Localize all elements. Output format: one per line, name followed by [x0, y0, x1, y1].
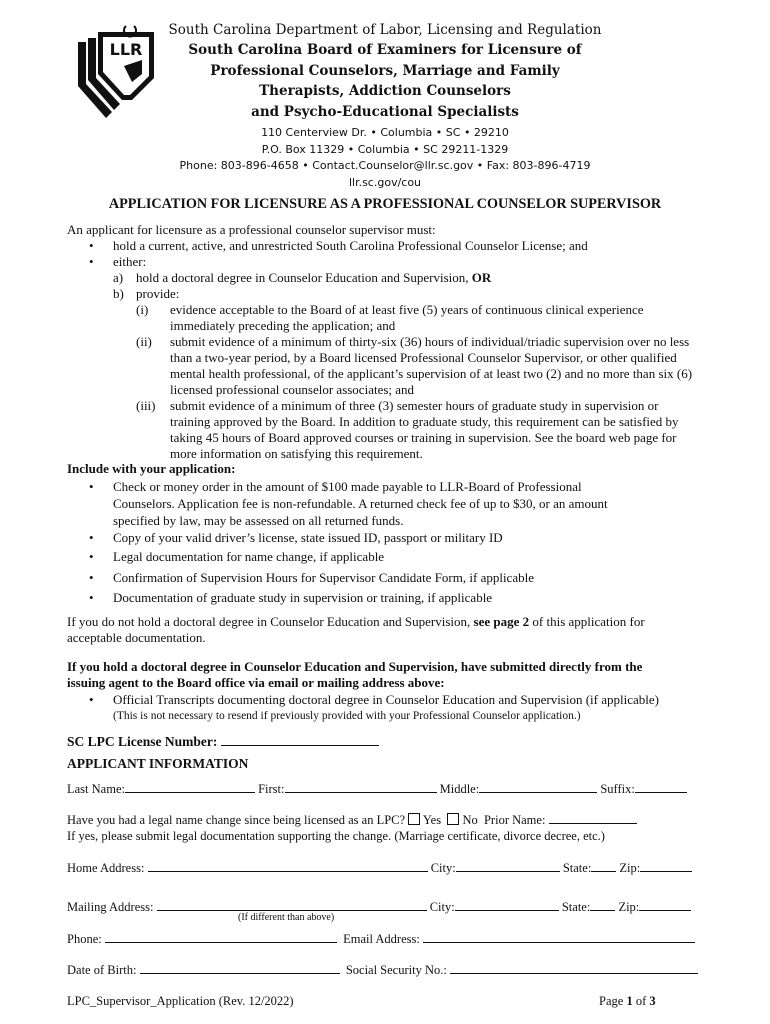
include-fee-line: specified by law, may be assessed on all returned funds. — [113, 513, 404, 528]
middle-name-label: Middle: — [439, 782, 480, 796]
license-number-field — [67, 733, 379, 750]
mailing-address-input[interactable] — [157, 898, 427, 911]
include-item-supervision-hours: • Confirmation of Supervision Hours for Supervisor Candidate Form, if applicable — [113, 570, 534, 586]
include-item-id: • Copy of your valid driver’s license, state issued ID, passport or military ID — [113, 530, 503, 546]
item-ii-line: mental health professional, of the applicant’s supervision of at least two (2) and no more than six (6) — [170, 366, 693, 381]
name-change-yes-checkbox[interactable] — [408, 813, 420, 825]
option-a-or: OR — [471, 270, 492, 285]
license-number-input[interactable] — [221, 733, 379, 746]
of-word: of — [635, 994, 647, 1008]
name-change-note: If yes, please submit legal documentation supporting the change. (Marriage certificate, divorce decree, etc.) — [67, 829, 605, 843]
item-i-line: immediately preceding the application; and — [170, 318, 396, 333]
name-change-no-checkbox[interactable] — [447, 813, 459, 825]
mailing-state-label: State: — [561, 900, 591, 914]
doctoral-heading-line-2: issuing agent to the Board office via email or mailing address above: — [67, 675, 445, 690]
home-zip-label: Zip: — [619, 861, 641, 875]
include-fee-line: • Check or money order in the amount of $100 made payable to LLR-Board of Professional — [113, 479, 582, 494]
option-b-label: b) — [113, 286, 124, 301]
name-row — [67, 780, 687, 797]
item-i-label: (i) — [136, 302, 149, 317]
home-state-label: State: — [562, 861, 592, 875]
prior-name-label: Prior Name: — [483, 813, 546, 827]
no-label: No — [462, 813, 478, 827]
home-address-row — [67, 859, 692, 876]
mailing-state-input[interactable] — [590, 898, 615, 911]
page-number — [599, 993, 656, 1009]
note-pre: If you do not hold a doctoral degree in Counselor Education and Supervision, — [67, 614, 471, 629]
phone-input[interactable] — [105, 930, 337, 943]
middle-name-input[interactable] — [479, 780, 597, 793]
dob-label: Date of Birth: — [67, 963, 137, 977]
item-ii-label: (ii) — [136, 334, 152, 349]
item-iii-line: taking 45 hours of Board approved courses or training in supervision. See the board web page for — [170, 430, 677, 445]
option-a-label: a) — [113, 270, 124, 285]
website[interactable]: llr.sc.gov/cou — [348, 175, 422, 189]
include-item-graduate-study: • Documentation of graduate study in supervision or training, if applicable — [113, 590, 492, 606]
home-city-input[interactable] — [456, 859, 560, 872]
email-input[interactable] — [423, 930, 695, 943]
item-iii-line: training approved by the Board. In addition to graduate study, this requirement can be satisfied by — [170, 414, 679, 429]
include-item-name-change: • Legal documentation for name change, if applicable — [113, 549, 384, 565]
item-ii-line: licensed professional counselor associates; and — [170, 382, 415, 397]
note-see-page-2: see page 2 — [473, 614, 530, 629]
page-word: Page — [599, 994, 624, 1008]
dob-ssn-row — [67, 961, 698, 978]
mailing-address-row — [67, 898, 691, 915]
include-fee-line: Counselors. Application fee is non-refundable. A returned check fee of up to $30, or an amount — [113, 496, 608, 511]
email-label: Email Address: — [343, 932, 420, 946]
page2-note — [67, 614, 645, 646]
first-name-label: First: — [258, 782, 285, 796]
contact-info: Phone: 803-896-4658 • Contact.Counselor@llr.sc.gov • Fax: 803-896-4719 — [179, 159, 591, 172]
page2-note-line-1 — [67, 614, 645, 630]
item-ii-text — [170, 334, 692, 398]
po-box-address: P.O. Box 11329 • Columbia • SC 29211-1329 — [261, 142, 509, 156]
board-name-line-3: Therapists, Addiction Counselors — [259, 83, 511, 99]
phone-label: Phone: — [67, 932, 102, 946]
mailing-city-label: City: — [429, 900, 455, 914]
suffix-input[interactable] — [635, 780, 687, 793]
item-iii-text — [170, 398, 679, 462]
item-iii-label: (iii) — [136, 398, 156, 413]
doctoral-heading — [67, 659, 642, 691]
form-revision: LPC_Supervisor_Application (Rev. 12/2022) — [67, 994, 294, 1008]
street-address: 110 Centerview Dr. • Columbia • SC • 29210 — [261, 126, 509, 139]
include-item-fee — [113, 478, 608, 529]
yes-label: Yes — [422, 813, 442, 827]
item-ii-line: submit evidence of a minimum of thirty-six (36) hours of individual/triadic supervision over no less — [170, 334, 690, 349]
if-different-note: (If different than above) — [238, 912, 335, 923]
item-iii-line: more information on satisfying this requirement. — [170, 446, 423, 461]
applicant-info-heading: APPLICANT INFORMATION — [67, 756, 249, 771]
letterhead — [140, 20, 630, 191]
option-a-text: hold a doctoral degree in Counselor Education and Supervision, — [136, 270, 469, 285]
home-address-label: Home Address: — [67, 861, 145, 875]
item-i-text — [170, 302, 644, 334]
item-i-line: evidence acceptable to the Board of at least five (5) years of continuous clinical experience — [170, 302, 644, 317]
mailing-zip-input[interactable] — [639, 898, 691, 911]
requirement-either: • either: — [113, 254, 146, 270]
home-city-label: City: — [430, 861, 456, 875]
option-b-text: provide: — [136, 286, 180, 301]
transcripts-note: (This is not necessary to resend if previously provided with your Professional Counselor application.) — [113, 710, 581, 722]
home-zip-input[interactable] — [640, 859, 692, 872]
last-name-input[interactable] — [125, 780, 255, 793]
note-post: of this application for — [532, 614, 645, 629]
requirement-license: • hold a current, active, and unrestricted South Carolina Professional Counselor License; and — [113, 238, 588, 254]
prior-name-input[interactable] — [549, 811, 637, 824]
intro-text: An applicant for licensure as a professional counselor supervisor must: — [67, 222, 436, 237]
mailing-zip-label: Zip: — [618, 900, 640, 914]
transcripts-item: • Official Transcripts documenting doctoral degree in Counselor Education and Supervision (if applicable) — [113, 692, 659, 708]
mailing-address-label: Mailing Address: — [67, 900, 154, 914]
phone-email-row — [67, 930, 695, 947]
home-address-input[interactable] — [148, 859, 428, 872]
first-name-input[interactable] — [285, 780, 437, 793]
suffix-label: Suffix: — [600, 782, 635, 796]
item-iii-line: submit evidence of a minimum of three (3) semester hours of graduate study in supervision or — [170, 398, 659, 413]
page-title: APPLICATION FOR LICENSURE AS A PROFESSIONAL COUNSELOR SUPERVISOR — [108, 196, 662, 212]
page2-note-line-2: acceptable documentation. — [67, 630, 206, 645]
mailing-city-input[interactable] — [455, 898, 559, 911]
dob-input[interactable] — [140, 961, 340, 974]
last-name-label: Last Name: — [67, 782, 125, 796]
board-name-line-4: and Psycho-Educational Specialists — [251, 103, 519, 120]
ssn-label: Social Security No.: — [345, 963, 447, 977]
logo-text: LLR — [109, 40, 143, 59]
name-change-question: Have you had a legal name change since being licensed as an LPC? — [67, 813, 406, 827]
ssn-input[interactable] — [450, 961, 698, 974]
doctoral-heading-line-1: If you hold a doctoral degree in Counselor Education and Supervision, have submitted directly from the — [67, 659, 643, 674]
board-name-line-2: Professional Counselors, Marriage and Family — [210, 62, 560, 79]
item-ii-line: than a two-year period, by a Board licensed Professional Counselor Supervisor, or other qualified — [170, 350, 677, 365]
board-name-line-1: South Carolina Board of Examiners for Licensure of — [188, 42, 582, 58]
home-state-input[interactable] — [591, 859, 616, 872]
current-page: 1 — [626, 994, 633, 1008]
license-number-label: SC LPC License Number: — [67, 734, 218, 749]
include-heading: Include with your application: — [67, 461, 236, 476]
option-a — [136, 270, 491, 286]
department-name: South Carolina Department of Labor, Licensing and Regulation — [168, 22, 602, 38]
name-change-row — [67, 811, 637, 828]
total-pages: 3 — [649, 994, 656, 1008]
